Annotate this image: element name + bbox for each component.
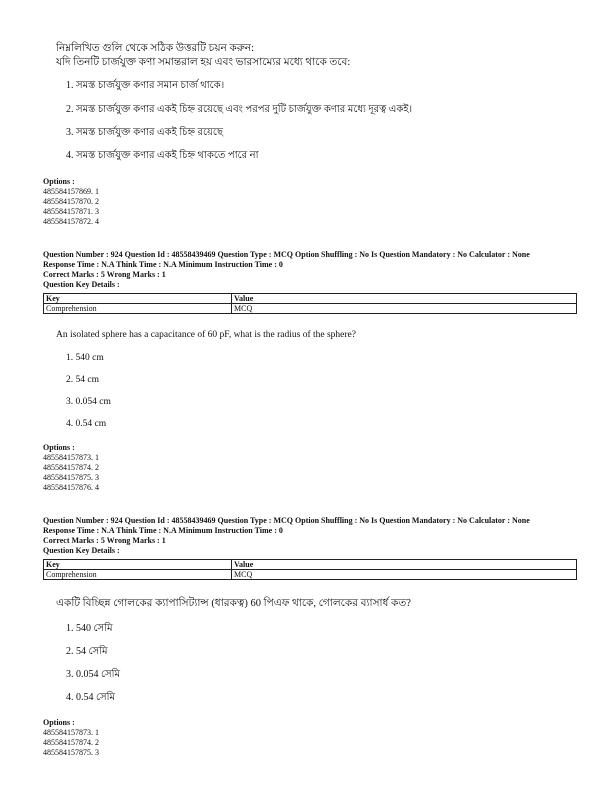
answer-option-3: 3. সমস্ত চার্জযুক্ত কণার একই চিহ্ন রয়েছে — [66, 127, 223, 138]
option-code: 485584157873. 1 — [43, 453, 99, 462]
answer-option-1: 1. সমস্ত চার্জযুক্ত কণার সমান চার্জ থাকে। — [66, 80, 225, 91]
answer-option-3: 3. 0.054 cm — [66, 397, 111, 407]
key-cell: Comprehension — [44, 570, 232, 580]
option-code: 485584157876. 4 — [43, 483, 99, 492]
question-text: একটি বিচ্ছিন্ন গোলকের ক্যাপাসিট্যান্স (ধারকত্ব) 60 পিএফ থাকে, গোলকের ব্যাসার্ধ কত? — [56, 598, 411, 609]
options-codes-list — [43, 718, 583, 758]
options-label: Options : — [43, 443, 75, 452]
option-code: 485584157873. 1 — [43, 728, 99, 737]
option-code: 485584157874. 2 — [43, 463, 99, 472]
question-meta-line2: Response Time : N.A Think Time : N.A Minimum Instruction Time : 0 — [43, 526, 283, 535]
answer-option-4: 4. 0.54 সেমি — [66, 692, 116, 703]
value-header: Value — [232, 560, 577, 570]
option-code: 485584157869. 1 — [43, 187, 99, 196]
key-details-label: Question Key Details : — [43, 546, 120, 555]
marks-line: Correct Marks : 5 Wrong Marks : 1 — [43, 536, 166, 545]
question-key-table — [43, 293, 577, 314]
question-prompt-line2: যদি তিনটি চার্জযুক্ত কণা সমান্তরাল হয় এবং ভারসাম্যের মধ্যে থাকে তবে: — [56, 57, 351, 68]
answer-option-1: 1. 540 cm — [66, 353, 104, 363]
option-code: 485584157875. 3 — [43, 748, 99, 757]
question-meta-line2: Response Time : N.A Think Time : N.A Minimum Instruction Time : 0 — [43, 260, 283, 269]
question-meta — [43, 516, 583, 556]
key-header: Key — [44, 294, 232, 304]
question-prompt-line1: নিম্নলিখিত গুলি থেকে সঠিক উত্তরটি চয়ন করুন: — [56, 43, 254, 54]
value-cell: MCQ — [232, 570, 577, 580]
options-label: Options : — [43, 177, 75, 186]
answer-option-4: 4. 0.54 cm — [66, 419, 107, 429]
key-header: Key — [44, 560, 232, 570]
table-header-row — [44, 294, 577, 304]
value-header: Value — [232, 294, 577, 304]
key-cell: Comprehension — [44, 304, 232, 314]
options-codes-list — [43, 177, 583, 227]
marks-line: Correct Marks : 5 Wrong Marks : 1 — [43, 270, 166, 279]
answer-option-4: 4. সমস্ত চার্জযুক্ত কণার একই চিহ্ন থাকতে পারে না — [66, 150, 259, 161]
table-header-row — [44, 560, 577, 570]
question-meta-line1: Question Number : 924 Question Id : 48558439469 Question Type : MCQ Option Shuffling : No Is Question Mandatory : No Calculator : None — [43, 250, 530, 259]
table-row — [44, 570, 577, 580]
options-label: Options : — [43, 718, 75, 727]
value-cell: MCQ — [232, 304, 577, 314]
option-code: 485584157872. 4 — [43, 217, 99, 226]
key-details-label: Question Key Details : — [43, 280, 120, 289]
answer-option-2: 2. 54 cm — [66, 375, 99, 385]
question-key-table — [43, 559, 577, 580]
question-meta — [43, 250, 583, 290]
question-meta-line1: Question Number : 924 Question Id : 48558439469 Question Type : MCQ Option Shuffling : No Is Question Mandatory : No Calculator : None — [43, 516, 530, 525]
option-code: 485584157875. 3 — [43, 473, 99, 482]
option-code: 485584157870. 2 — [43, 197, 99, 206]
option-code: 485584157871. 3 — [43, 207, 99, 216]
question-text: An isolated sphere has a capacitance of 60 pF, what is the radius of the sphere? — [56, 330, 356, 340]
answer-option-2: 2. সমস্ত চার্জযুক্ত কণার একই চিহ্ন রয়েছে এবং পরপর দুটি চার্জযুক্ত কণার মধ্যে দূরত্ব একই। — [66, 104, 413, 115]
option-code: 485584157874. 2 — [43, 738, 99, 747]
answer-option-1: 1. 540 সেমি — [66, 623, 113, 634]
answer-option-3: 3. 0.054 সেমি — [66, 669, 121, 680]
table-row — [44, 304, 577, 314]
answer-option-2: 2. 54 সেমি — [66, 646, 108, 657]
options-codes-list — [43, 443, 583, 493]
